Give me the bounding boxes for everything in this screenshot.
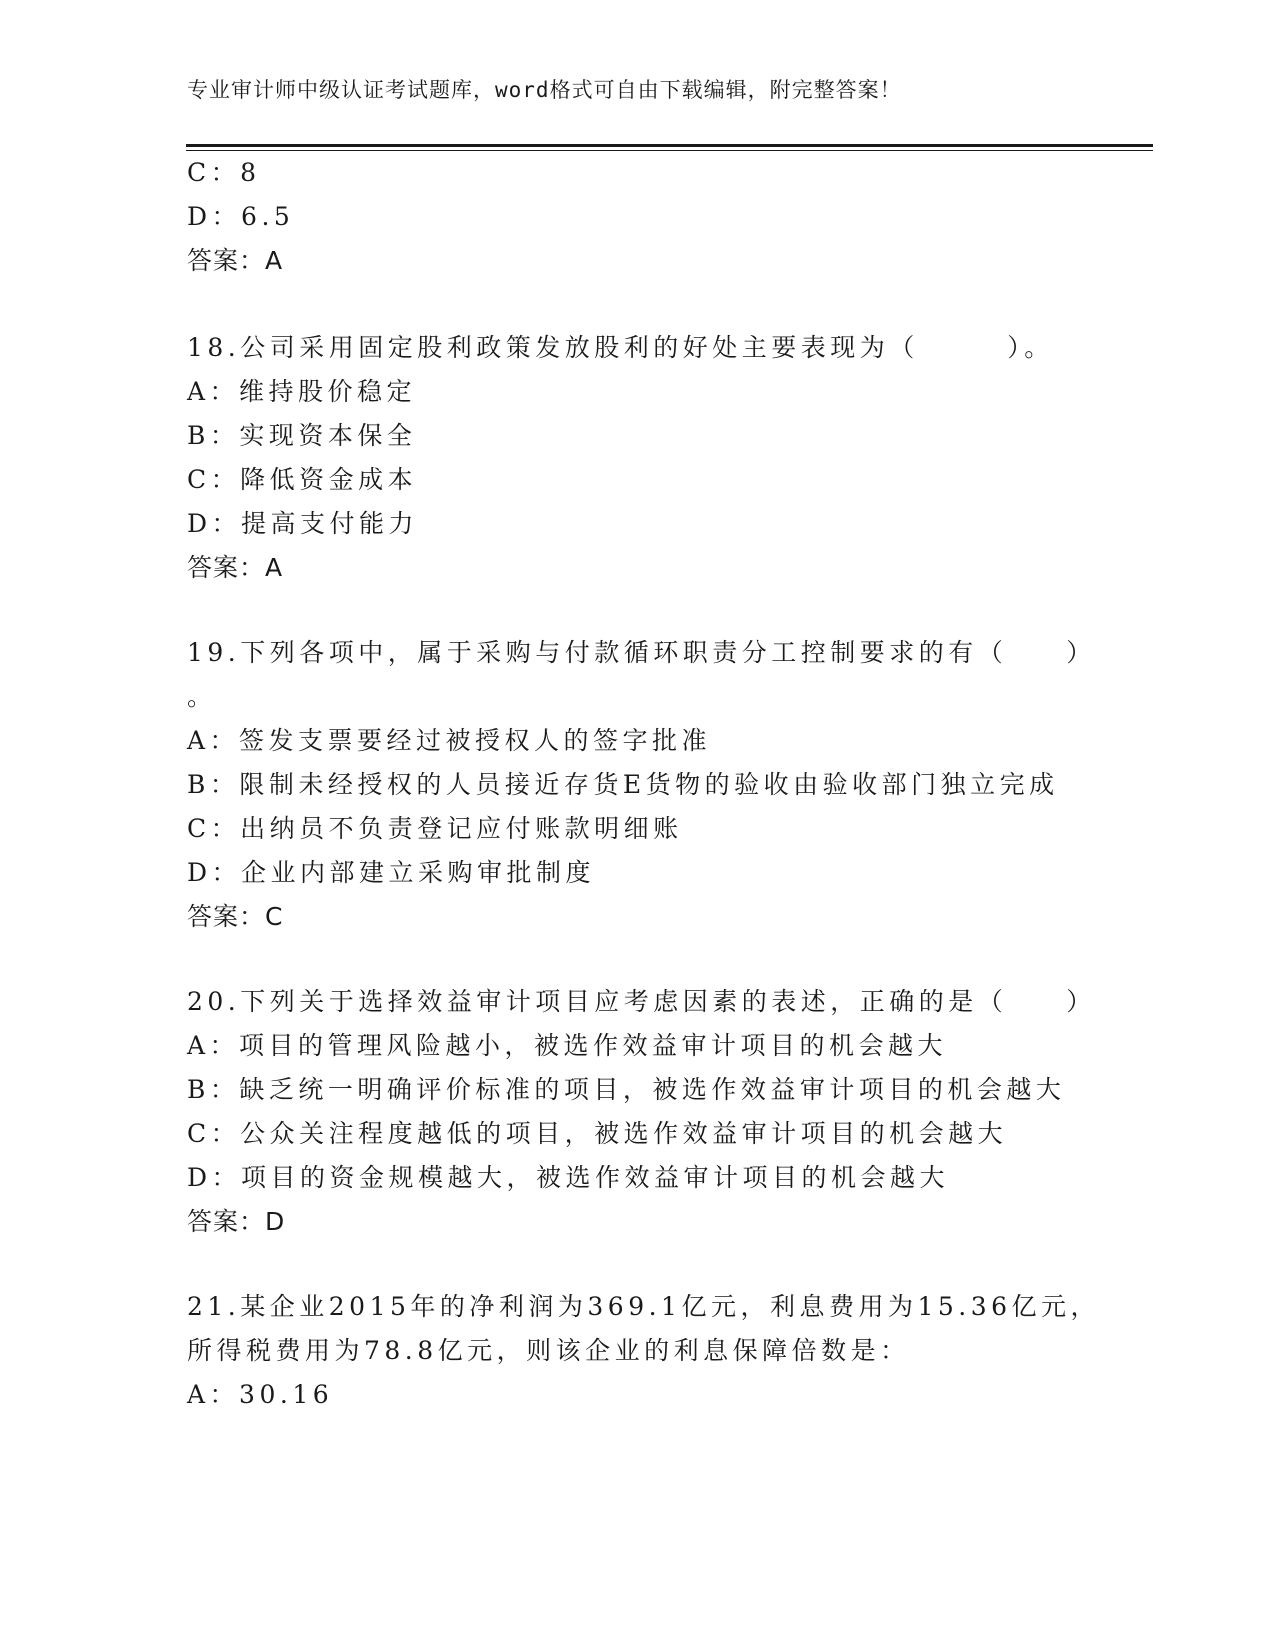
option-a: A：签发支票要经过被授权人的签字批准 bbox=[187, 726, 712, 755]
option-d: D：企业内部建立采购审批制度 bbox=[187, 858, 596, 887]
answer: 答案：A bbox=[187, 246, 284, 275]
page-header: 专业审计师中级认证考试题库，word格式可自由下载编辑，附完整答案！ bbox=[187, 78, 902, 102]
option-d: D：6.5 bbox=[187, 202, 295, 231]
question-21-stem: 21.某企业2015年的净利润为369.1亿元，利息费用为15.36亿元， bbox=[187, 1292, 1101, 1321]
question-18-stem: 18.公司采用固定股利政策发放股利的好处主要表现为（ ）。 bbox=[187, 333, 1054, 362]
question-19-stem: 19.下列各项中，属于采购与付款循环职责分工控制要求的有（ ） bbox=[187, 638, 1096, 667]
option-b: B：限制未经授权的人员接近存货E货物的验收由验收部门独立完成 bbox=[187, 770, 1059, 799]
option-a: A：维持股价稳定 bbox=[187, 377, 417, 406]
option-c: C：降低资金成本 bbox=[187, 465, 418, 494]
option-b: B：缺乏统一明确评价标准的项目，被选作效益审计项目的机会越大 bbox=[187, 1075, 1066, 1104]
option-b: B：实现资本保全 bbox=[187, 421, 417, 450]
option-d: D：提高支付能力 bbox=[187, 509, 419, 538]
answer: 答案：A bbox=[187, 553, 284, 582]
option-c: C：公众关注程度越低的项目，被选作效益审计项目的机会越大 bbox=[187, 1119, 1008, 1148]
option-d: D：项目的资金规模越大，被选作效益审计项目的机会越大 bbox=[187, 1163, 950, 1192]
answer: 答案：D bbox=[187, 1207, 286, 1236]
option-a: A：30.16 bbox=[187, 1380, 334, 1409]
option-a: A：项目的管理风险越小，被选作效益审计项目的机会越大 bbox=[187, 1031, 948, 1060]
question-20-stem: 20.下列关于选择效益审计项目应考虑因素的表述，正确的是（ ） bbox=[187, 987, 1096, 1016]
question-19-stem-cont: 。 bbox=[187, 682, 217, 711]
question-21-stem-cont: 所得税费用为78.8亿元，则该企业的利息保障倍数是： bbox=[187, 1336, 910, 1365]
header-divider-thin bbox=[186, 150, 1153, 151]
header-divider-thick bbox=[186, 144, 1153, 147]
answer: 答案：C bbox=[187, 902, 284, 931]
option-c: C：出纳员不负责登记应付账款明细账 bbox=[187, 814, 683, 843]
option-c: C：8 bbox=[187, 158, 261, 187]
